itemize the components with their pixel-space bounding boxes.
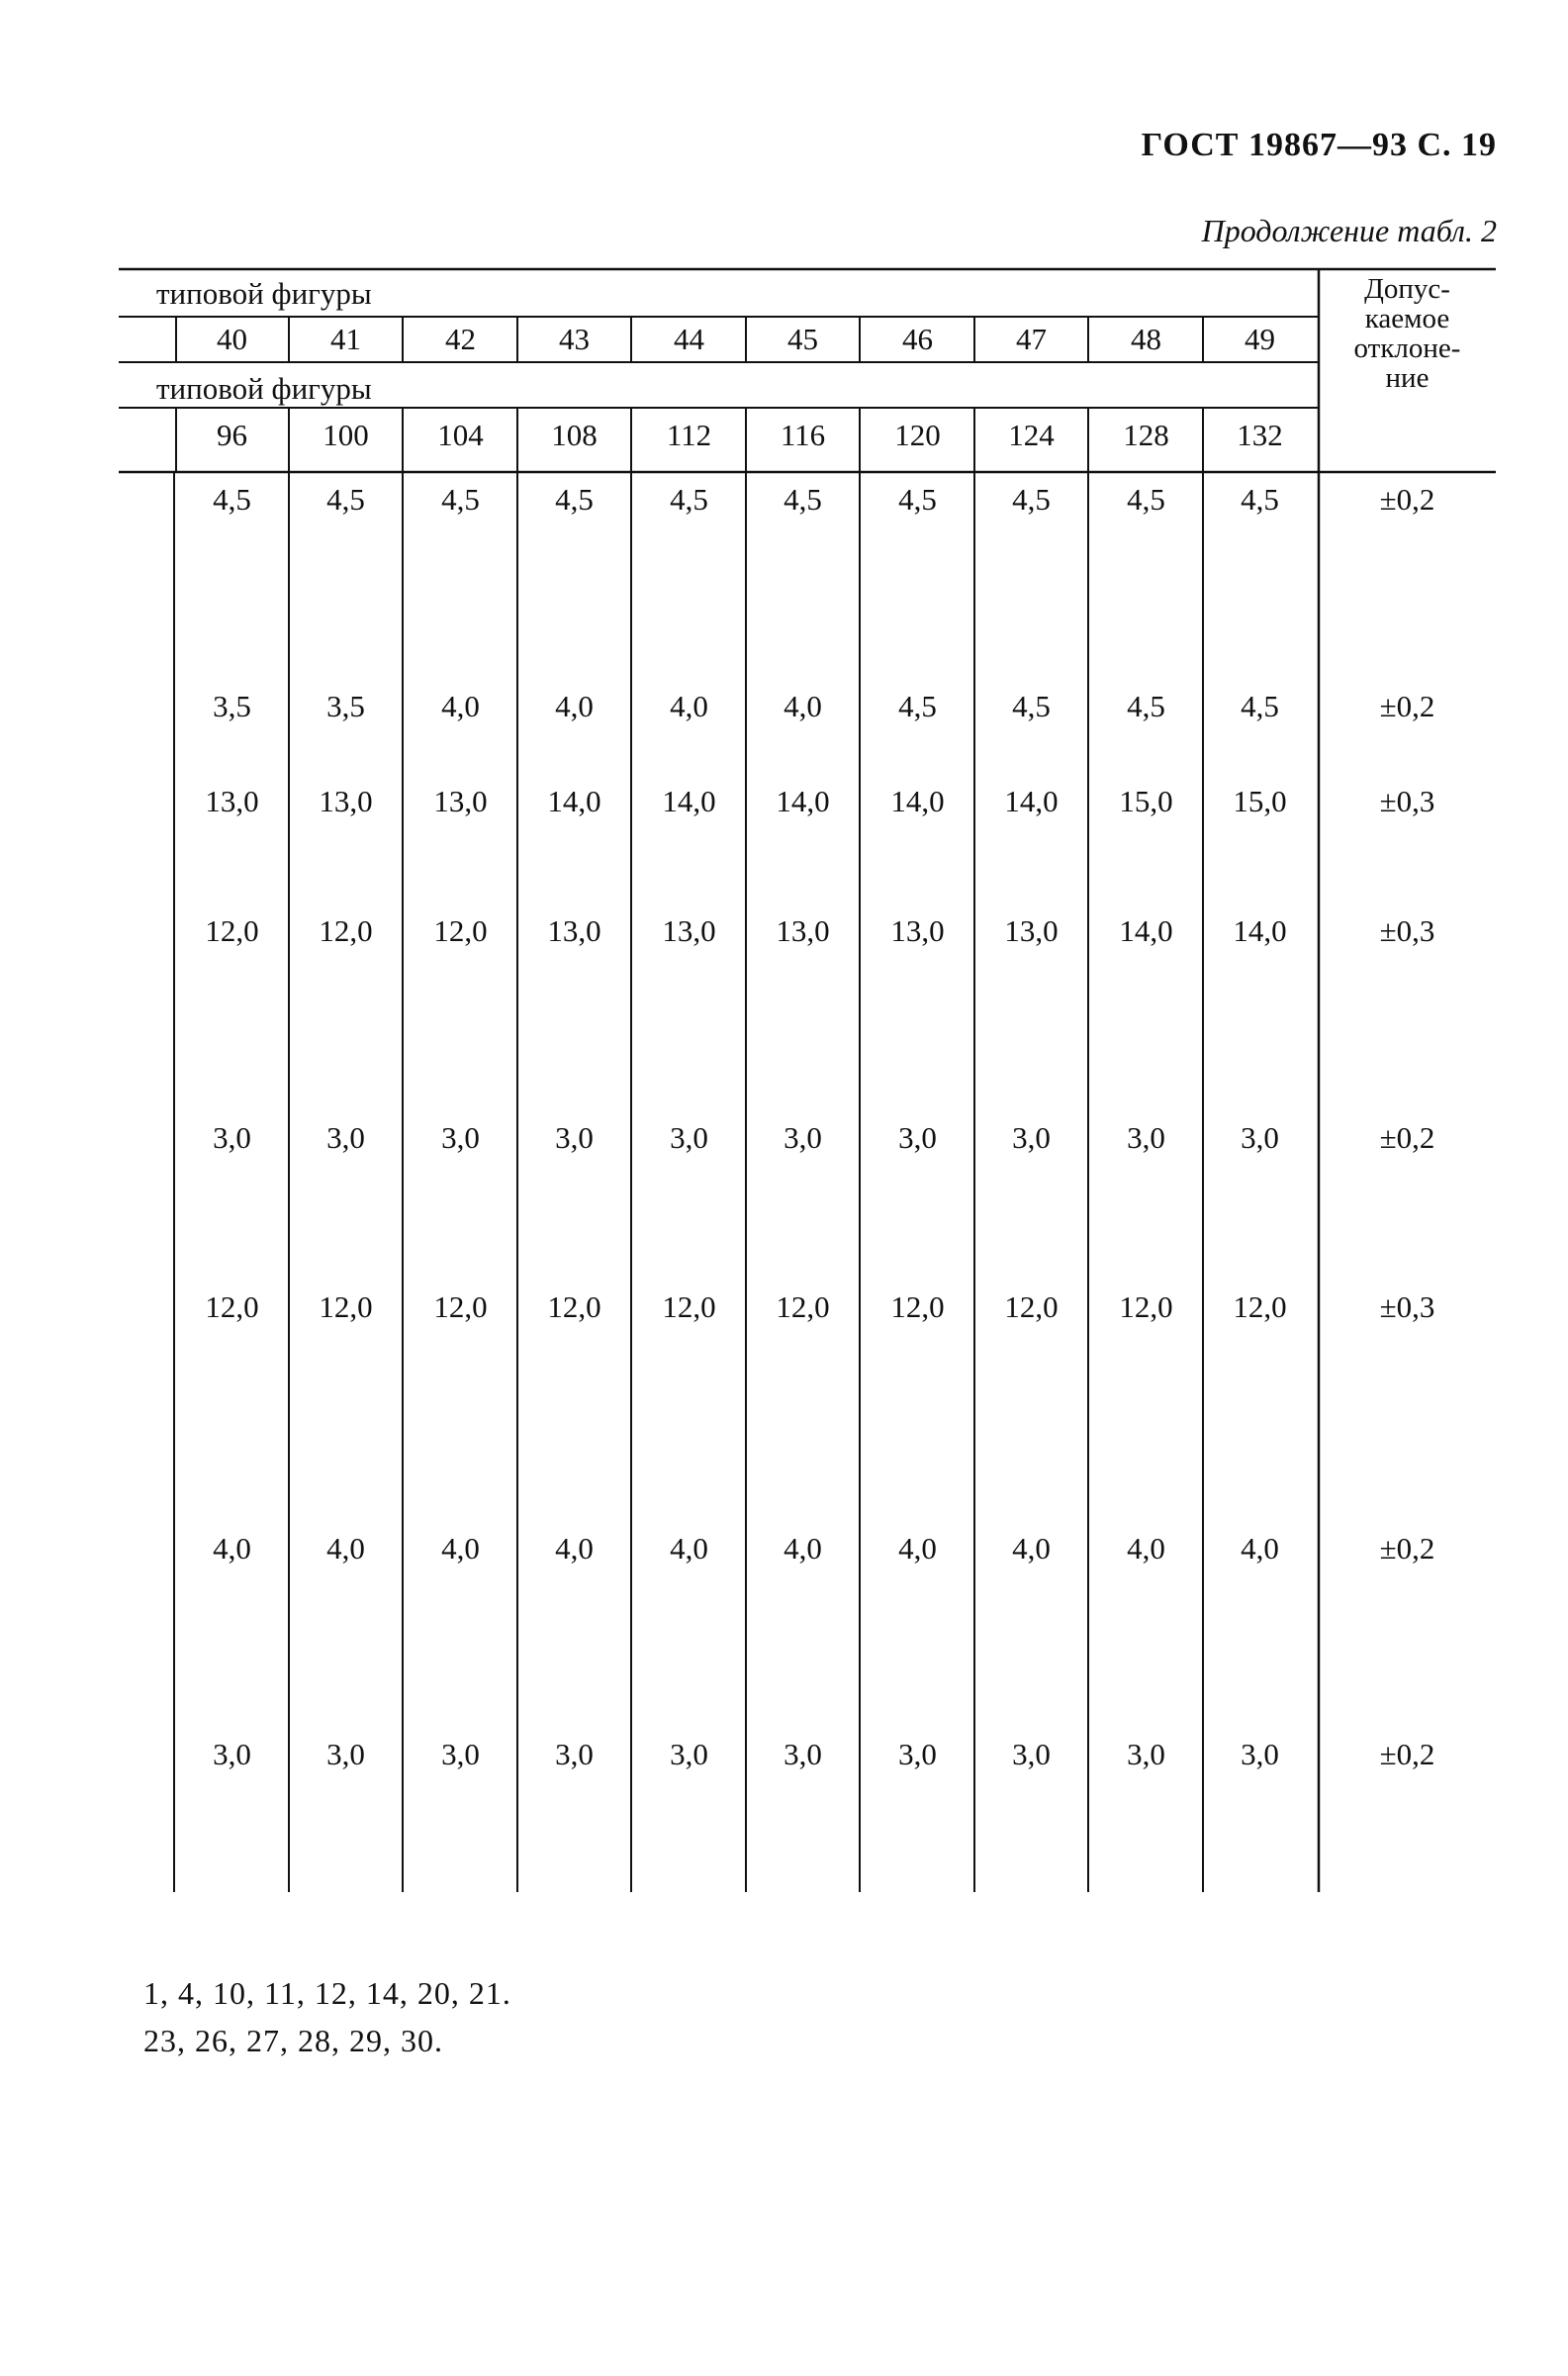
size-cell: 41 <box>330 322 361 356</box>
size-cell: 44 <box>674 322 704 356</box>
table-cell: 3,5 <box>213 689 251 723</box>
table-cell: 4,0 <box>1012 1531 1051 1566</box>
table-cell: 4,5 <box>898 482 937 517</box>
table-cell: 3,0 <box>213 1120 251 1155</box>
table-cell: 4,5 <box>213 482 251 517</box>
table-cell: 4,0 <box>441 1531 480 1566</box>
table-cell: 4,0 <box>326 1531 365 1566</box>
table-cell: 3,0 <box>898 1737 937 1771</box>
table-cell: 12,0 <box>1119 1289 1173 1324</box>
size-cell: 124 <box>1008 418 1055 452</box>
footnote-line: 23, 26, 27, 28, 29, 30. <box>143 2023 443 2058</box>
size-cell: 112 <box>666 418 712 452</box>
table-cell: 3,0 <box>555 1737 594 1771</box>
table-cell: 4,5 <box>1241 689 1279 723</box>
table-cell: 14,0 <box>1119 913 1173 948</box>
table-cell: 4,5 <box>898 689 937 723</box>
table-cell: 3,0 <box>1127 1737 1165 1771</box>
table-cell: 4,0 <box>784 1531 822 1566</box>
table-cell: 12,0 <box>1004 1289 1059 1324</box>
tolerance-header-line: отклоне- <box>1353 333 1461 364</box>
size-cell: 46 <box>902 322 933 356</box>
table-cell: 14,0 <box>776 784 830 818</box>
tolerance-cell: ±0,2 <box>1379 689 1435 723</box>
size-cell: 116 <box>780 418 826 452</box>
tolerance-header-line: Допус- <box>1364 273 1450 305</box>
table-cell: 3,0 <box>441 1120 480 1155</box>
table-cell: 12,0 <box>205 1289 259 1324</box>
table-cell: 4,5 <box>441 482 480 517</box>
page-header: ГОСТ 19867—93 С. 19 <box>1141 127 1497 163</box>
table-cell: 12,0 <box>890 1289 945 1324</box>
table-cell: 12,0 <box>776 1289 830 1324</box>
size-cell: 42 <box>445 322 476 356</box>
table-cell: 3,0 <box>555 1120 594 1155</box>
table-cell: 12,0 <box>205 913 259 948</box>
size-cell: 100 <box>323 418 369 452</box>
footnote <box>143 1969 511 2064</box>
footnote-line: 1, 4, 10, 11, 12, 14, 20, 21. <box>143 1975 511 2011</box>
table-cell: 13,0 <box>547 913 601 948</box>
table-cell: 14,0 <box>890 784 945 818</box>
table-cell: 13,0 <box>890 913 945 948</box>
size-cell: 108 <box>551 418 598 452</box>
table-cell: 12,0 <box>433 1289 488 1324</box>
table-cell: 3,0 <box>441 1737 480 1771</box>
table-cell: 14,0 <box>1233 913 1287 948</box>
table-cell: 4,0 <box>555 1531 594 1566</box>
header-group-label-1: типовой фигуры <box>156 276 372 311</box>
table-cell: 3,0 <box>1012 1737 1051 1771</box>
table-cell: 4,5 <box>670 482 708 517</box>
table-continuation-caption: Продолжение табл. 2 <box>1201 213 1497 248</box>
table-cell: 3,5 <box>326 689 365 723</box>
table-cell: 3,0 <box>326 1737 365 1771</box>
table-cell: 3,0 <box>1012 1120 1051 1155</box>
table-cell: 4,5 <box>555 482 594 517</box>
table-cell: 13,0 <box>662 913 716 948</box>
table-cell: 4,0 <box>1241 1531 1279 1566</box>
tolerance-cell: ±0,3 <box>1379 1289 1435 1324</box>
table-cell: 4,5 <box>1012 689 1051 723</box>
tolerance-cell: ±0,2 <box>1379 1737 1435 1771</box>
header-group-label-2: типовой фигуры <box>156 371 372 406</box>
table-cell: 4,5 <box>1012 482 1051 517</box>
table-cell: 13,0 <box>433 784 488 818</box>
table-cell: 3,0 <box>670 1737 708 1771</box>
tolerance-cell: ±0,2 <box>1379 1120 1435 1155</box>
table-cell: 12,0 <box>1233 1289 1287 1324</box>
table-cell: 4,0 <box>670 1531 708 1566</box>
size-cell: 96 <box>217 418 247 452</box>
table-cell: 13,0 <box>1004 913 1059 948</box>
table-cell: 4,5 <box>1127 482 1165 517</box>
tolerance-cell: ±0,3 <box>1379 784 1435 818</box>
table-cell: 14,0 <box>1004 784 1059 818</box>
tolerance-column-header <box>1321 274 1494 393</box>
size-cell: 132 <box>1237 418 1283 452</box>
size-cell: 49 <box>1245 322 1275 356</box>
table-cell: 12,0 <box>319 913 373 948</box>
table-cell: 4,0 <box>555 689 594 723</box>
table-cell: 4,0 <box>1127 1531 1165 1566</box>
table-cell: 12,0 <box>319 1289 373 1324</box>
table-cell: 4,0 <box>670 689 708 723</box>
table-cell: 4,5 <box>1127 689 1165 723</box>
table-cell: 4,5 <box>784 482 822 517</box>
table-cell: 14,0 <box>662 784 716 818</box>
table-cell: 4,0 <box>784 689 822 723</box>
tolerance-cell: ±0,2 <box>1379 482 1435 517</box>
size-cell: 120 <box>894 418 941 452</box>
table-cell: 4,0 <box>441 689 480 723</box>
size-cell: 40 <box>217 322 247 356</box>
table-cell: 13,0 <box>776 913 830 948</box>
table-cell: 12,0 <box>433 913 488 948</box>
size-cell: 43 <box>559 322 590 356</box>
table-cell: 15,0 <box>1119 784 1173 818</box>
size-cell: 45 <box>787 322 818 356</box>
size-cell: 128 <box>1123 418 1169 452</box>
size-cell: 104 <box>437 418 484 452</box>
table-cell: 3,0 <box>1241 1737 1279 1771</box>
table-cell: 13,0 <box>319 784 373 818</box>
table-cell: 12,0 <box>662 1289 716 1324</box>
table-cell: 3,0 <box>1241 1120 1279 1155</box>
table-cell: 4,0 <box>898 1531 937 1566</box>
table-cell: 3,0 <box>213 1737 251 1771</box>
tolerance-header-line: каемое <box>1364 303 1450 334</box>
size-cell: 48 <box>1131 322 1161 356</box>
table-cell: 14,0 <box>547 784 601 818</box>
table-cell: 4,0 <box>213 1531 251 1566</box>
table-cell: 13,0 <box>205 784 259 818</box>
body-column-separators <box>174 317 1203 1892</box>
table-cell: 3,0 <box>1127 1120 1165 1155</box>
table-cell: 4,5 <box>326 482 365 517</box>
table-cell: 3,0 <box>670 1120 708 1155</box>
table-cell: 3,0 <box>326 1120 365 1155</box>
size-cell: 47 <box>1016 322 1047 356</box>
tolerance-header-line: ние <box>1385 362 1430 394</box>
table-cell: 15,0 <box>1233 784 1287 818</box>
table-cell: 4,5 <box>1241 482 1279 517</box>
table-cell: 12,0 <box>547 1289 601 1324</box>
tolerance-cell: ±0,3 <box>1379 913 1435 948</box>
table-cell: 3,0 <box>784 1120 822 1155</box>
table-cell: 3,0 <box>898 1120 937 1155</box>
table-cell: 3,0 <box>784 1737 822 1771</box>
tolerance-cell: ±0,2 <box>1379 1531 1435 1566</box>
